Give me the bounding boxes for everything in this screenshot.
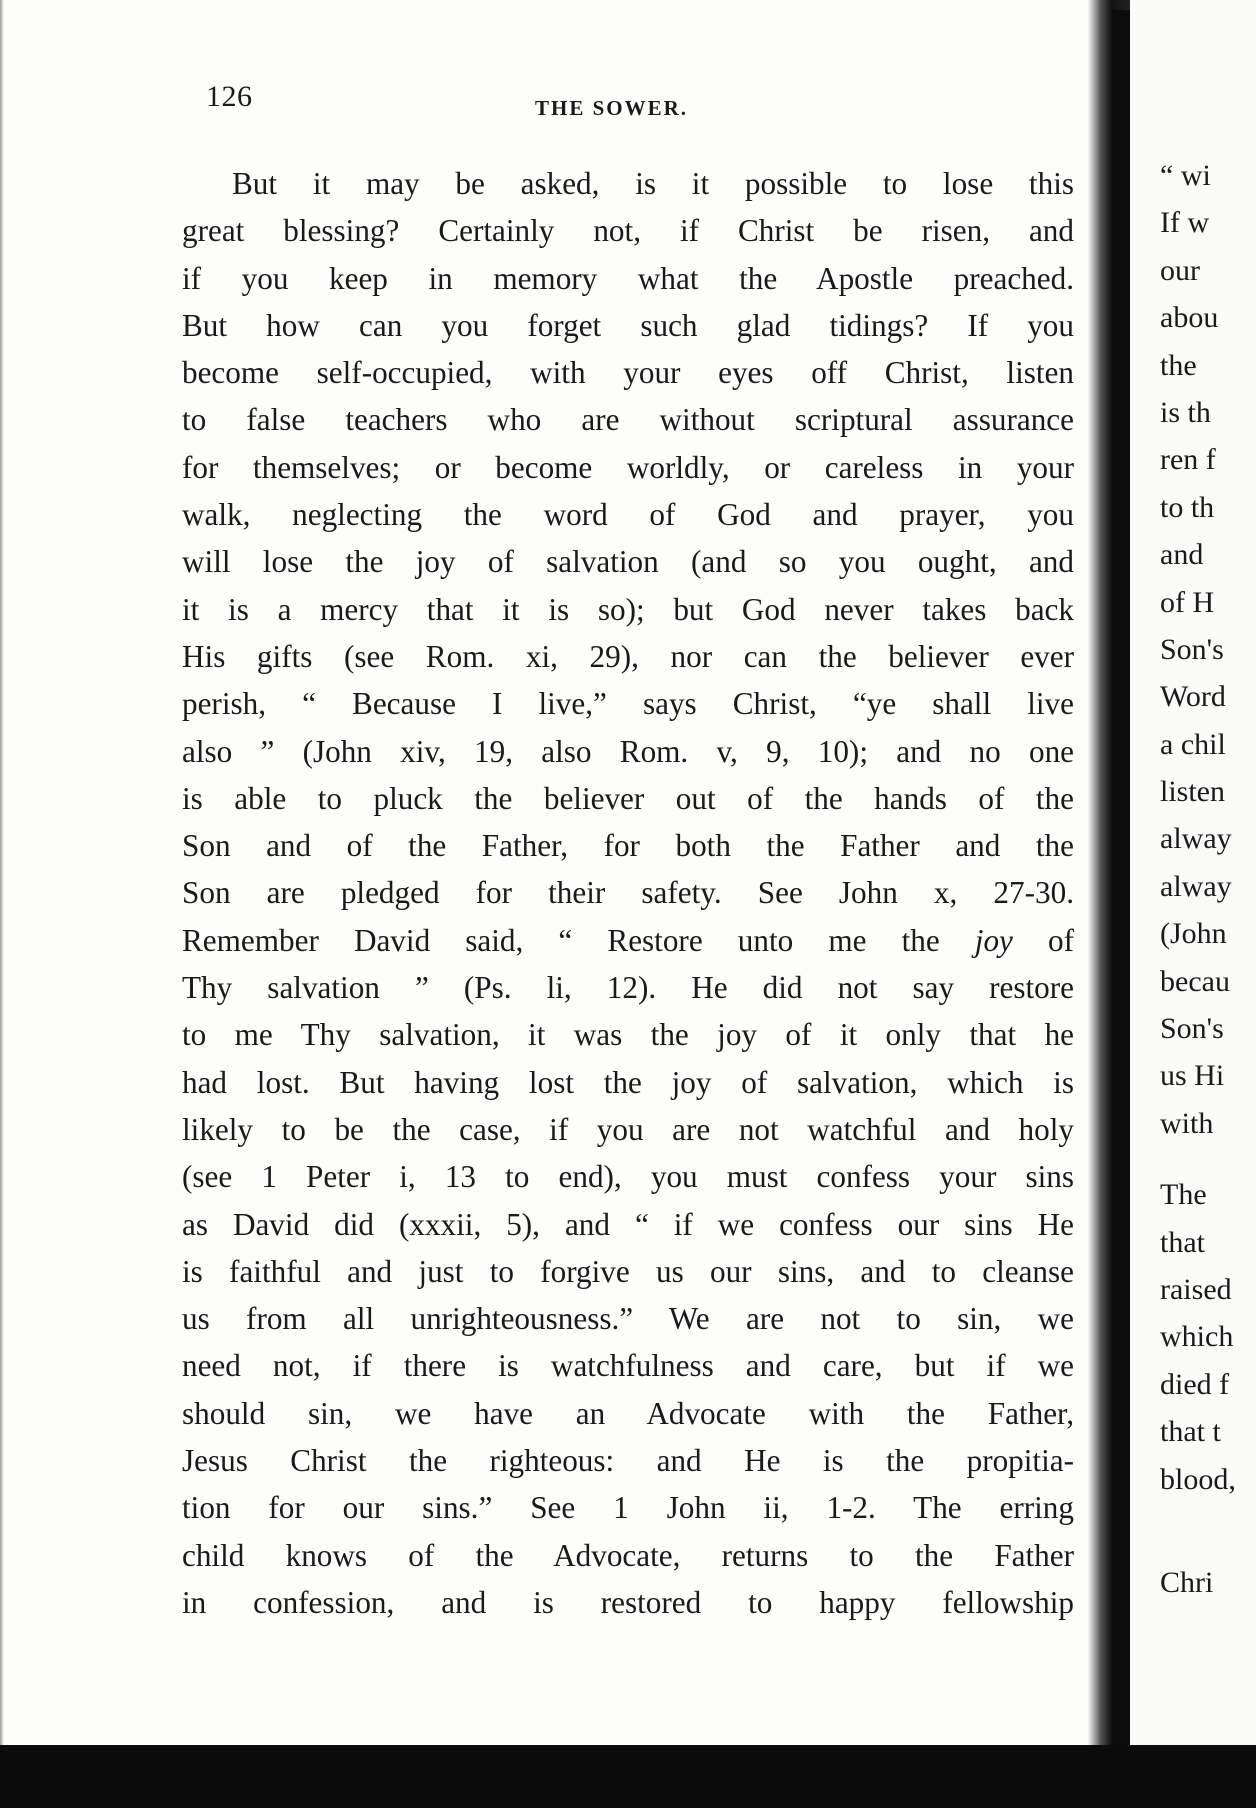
text-line: walk, neglecting the word of God and prayer, you (182, 497, 1074, 533)
running-head: THE SOWER. (535, 96, 689, 120)
body-text (182, 160, 1074, 1626)
text-line: a chil (1160, 727, 1226, 761)
text-line: in confession, and is restored to happy fellowship (182, 1584, 1074, 1620)
text-line: Chri (1160, 1565, 1214, 1599)
text-line: which (1160, 1320, 1234, 1354)
text-line: But it may be asked, is it possible to lose this (232, 166, 1074, 201)
text-line: is able to pluck the believer out of the hands of the (182, 780, 1074, 816)
text-line: need not, if there is watchfulness and care, but if we (182, 1348, 1074, 1384)
text-line: is faithful and just to forgive us our sins, and to cleanse (182, 1253, 1074, 1289)
text-line: Son's (1160, 1012, 1224, 1046)
text-line: perish, “ Because I live,” says Christ, “ye shall live (182, 686, 1074, 722)
text-line: Jesus Christ the righteous: and He is the propitia- (182, 1443, 1074, 1479)
text-line: great blessing? Certainly not, if Christ be risen, and (182, 213, 1074, 249)
text-line: Son and of the Father, for both the Father and the (182, 828, 1074, 864)
text-line: (John (1160, 917, 1227, 951)
book-spine (1112, 10, 1132, 1745)
text-line: as David did (xxxii, 5), and “ if we confess our sins He (182, 1206, 1074, 1242)
text-line: blood, (1160, 1462, 1236, 1496)
text-line: become self-occupied, with your eyes off Christ, listen (182, 355, 1074, 391)
text-line: had lost. But having lost the joy of salvation, which is (182, 1064, 1074, 1100)
page-number: 126 (206, 80, 253, 113)
text-line: His gifts (see Rom. xi, 29), nor can the believer ever (182, 638, 1074, 674)
text-line: if you keep in memory what the Apostle preached. (182, 260, 1074, 296)
text-line: died f (1160, 1367, 1230, 1401)
text-line: likely to be the case, if you are not watchful and holy (182, 1111, 1074, 1147)
text-line-with-italic (182, 917, 1074, 964)
text-line: and (1160, 538, 1204, 572)
text-line: is th (1160, 395, 1211, 429)
text-line: should sin, we have an Advocate with the Father, (182, 1395, 1074, 1431)
text-line: that t (1160, 1415, 1221, 1449)
right-page-partial (1130, 0, 1256, 1750)
text-line: becau (1160, 964, 1230, 998)
text-line: will lose the joy of salvation (and so you ought, and (182, 544, 1074, 580)
text-line: ren f (1160, 443, 1216, 477)
text-line: with (1160, 1106, 1214, 1140)
text-line: raised (1160, 1272, 1232, 1306)
text-line: us from all unrighteousness.” We are not to sin, we (182, 1301, 1074, 1337)
page-edge-shadow (0, 0, 4, 1745)
text-line: Son are pledged for their safety. See John x, 27-30. (182, 875, 1074, 911)
text-line: our (1160, 253, 1200, 287)
text-line: tion for our sins.” See 1 John ii, 1-2. The erring (182, 1490, 1074, 1526)
text-line: Word (1160, 680, 1226, 714)
text-line: child knows of the Advocate, returns to the Father (182, 1537, 1074, 1573)
text-line: The (1160, 1178, 1207, 1212)
right-page-text (1160, 152, 1236, 1606)
text-line: of H (1160, 585, 1215, 619)
text-line: (see 1 Peter i, 13 to end), you must confess your sins (182, 1159, 1074, 1195)
text-line: But how can you forget such glad tidings? If you (182, 307, 1074, 343)
text-line: alway (1160, 869, 1232, 903)
italic-word: joy (974, 922, 1013, 958)
paragraph-gap (1160, 1147, 1236, 1171)
text-line: “ wi (1160, 159, 1211, 192)
text-line: to th (1160, 490, 1215, 524)
text-line: us Hi (1160, 1059, 1225, 1093)
text-line: to me Thy salvation, it was the joy of it only that he (182, 1017, 1074, 1053)
text-line: If w (1160, 206, 1210, 240)
text-line: to false teachers who are without scriptural assurance (182, 402, 1074, 438)
text-line: abou (1160, 301, 1219, 335)
text-segment: Remember David said, “ Restore unto me the (182, 922, 940, 958)
text-line: the (1160, 348, 1197, 382)
text-line: Son's (1160, 632, 1224, 666)
text-line: alway (1160, 822, 1232, 856)
text-line: listen (1160, 775, 1225, 809)
text-segment: of (1012, 922, 1075, 958)
text-line: that (1160, 1225, 1205, 1259)
text-line: also ” (John xiv, 19, also Rom. v, 9, 10); and no one (182, 733, 1074, 769)
scan-bottom-border (0, 1745, 1256, 1808)
paragraph-gap (1160, 1503, 1236, 1559)
text-line: Thy salvation ” (Ps. li, 12). He did not say restore (182, 970, 1074, 1006)
text-line: for themselves; or become worldly, or careless in your (182, 449, 1074, 485)
text-line: it is a mercy that it is so); but God never takes back (182, 591, 1074, 627)
